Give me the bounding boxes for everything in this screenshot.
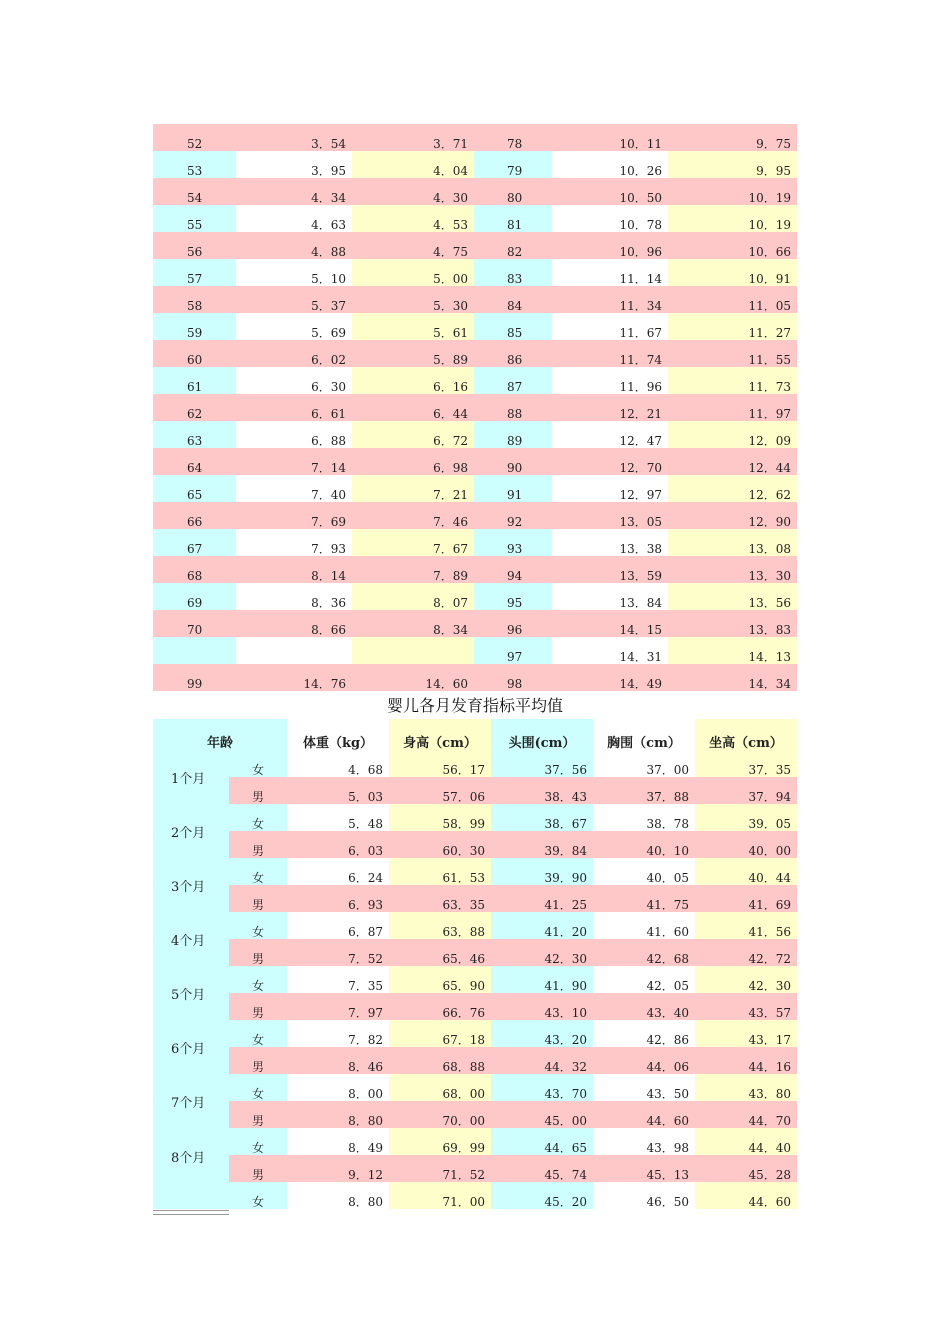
- table-cell: 7．40: [236, 475, 352, 502]
- table-cell: 11．55: [668, 340, 797, 367]
- sex-label: 女: [229, 912, 287, 939]
- table-cell: 11．73: [668, 367, 797, 394]
- table-cell: 41．56: [695, 912, 797, 939]
- table-cell: 42．72: [695, 939, 797, 966]
- table-row: [229, 777, 797, 804]
- sex-label: 女: [229, 966, 287, 993]
- table-cell: 14．31: [552, 637, 668, 664]
- table-cell: 10．78: [552, 205, 668, 232]
- sex-label: 男: [229, 939, 287, 966]
- table-cell: 81: [474, 205, 552, 232]
- header-sitting-height: 坐高（cm）: [695, 719, 797, 750]
- table-cell: 5．30: [352, 286, 474, 313]
- table-cell: 42．68: [593, 939, 695, 966]
- table-cell: 41．69: [695, 885, 797, 912]
- header-chest-circ: 胸围（cm）: [593, 719, 695, 750]
- table-cell: 41．60: [593, 912, 695, 939]
- table-cell: 69: [153, 583, 236, 610]
- table-cell: 7．82: [287, 1020, 389, 1047]
- table-cell: 40．05: [593, 858, 695, 885]
- table-cell: 11．74: [552, 340, 668, 367]
- table-cell: 5．69: [236, 313, 352, 340]
- age-group: [153, 912, 797, 966]
- age-label: 5个月: [153, 966, 229, 1020]
- table-cell: 80: [474, 178, 552, 205]
- table-cell: 40．10: [593, 831, 695, 858]
- table-cell: 69．99: [389, 1128, 491, 1155]
- table-row: [153, 421, 797, 448]
- table-cell: 67．18: [389, 1020, 491, 1047]
- table-cell: 6．44: [352, 394, 474, 421]
- table-cell: 57: [153, 259, 236, 286]
- table-row: [153, 286, 797, 313]
- table-row: [229, 750, 797, 777]
- age-label: 6个月: [153, 1020, 229, 1074]
- monthly-development-table: [153, 719, 797, 1209]
- table-row: [229, 1101, 797, 1128]
- table-cell: [236, 637, 352, 664]
- table-cell: 70．00: [389, 1101, 491, 1128]
- table-cell: 4．04: [352, 151, 474, 178]
- table-row: [229, 912, 797, 939]
- table-cell: 12．97: [552, 475, 668, 502]
- table-cell: 82: [474, 232, 552, 259]
- growth-table-top: [153, 124, 797, 691]
- table-cell: 14．60: [352, 664, 474, 691]
- table-cell: 37．88: [593, 777, 695, 804]
- table-cell: 62: [153, 394, 236, 421]
- table-cell: 45．74: [491, 1155, 593, 1182]
- table-cell: 11．96: [552, 367, 668, 394]
- table-cell: 7．46: [352, 502, 474, 529]
- table-cell: 14．15: [552, 610, 668, 637]
- table-cell: 38．67: [491, 804, 593, 831]
- table-cell: 58．99: [389, 804, 491, 831]
- table-cell: 45．20: [491, 1182, 593, 1209]
- table-cell: 68: [153, 556, 236, 583]
- table-cell: 92: [474, 502, 552, 529]
- table-title: 婴儿各月发育指标平均值: [386, 696, 563, 715]
- table-cell: 7．14: [236, 448, 352, 475]
- table-cell: 43．10: [491, 993, 593, 1020]
- table-cell: 43．70: [491, 1074, 593, 1101]
- table-row: [229, 966, 797, 993]
- age-label: 2个月: [153, 804, 229, 858]
- table-cell: 65: [153, 475, 236, 502]
- table-cell: 10．19: [668, 205, 797, 232]
- footer-double-rule: [153, 1210, 229, 1215]
- table-cell: 4．68: [287, 750, 389, 777]
- table-cell: 7．93: [236, 529, 352, 556]
- table-row: [153, 232, 797, 259]
- table-cell: 95: [474, 583, 552, 610]
- table-cell: 5．89: [352, 340, 474, 367]
- table-cell: 37．00: [593, 750, 695, 777]
- table-cell: 8．34: [352, 610, 474, 637]
- table-cell: 60: [153, 340, 236, 367]
- table-cell: 5．48: [287, 804, 389, 831]
- table-cell: 8．49: [287, 1128, 389, 1155]
- table-cell: 11．34: [552, 286, 668, 313]
- table-cell: 98: [474, 664, 552, 691]
- age-group: [153, 1074, 797, 1128]
- table-cell: 6．16: [352, 367, 474, 394]
- table-cell: 5．37: [236, 286, 352, 313]
- sex-label: 男: [229, 1155, 287, 1182]
- table-cell: 42．05: [593, 966, 695, 993]
- age-label: 4个月: [153, 912, 229, 966]
- table-row: [153, 637, 797, 664]
- table-cell: 54: [153, 178, 236, 205]
- table-cell: 12．44: [668, 448, 797, 475]
- table-cell: 56: [153, 232, 236, 259]
- table-cell: 38．43: [491, 777, 593, 804]
- sex-label: 男: [229, 885, 287, 912]
- table-cell: 39．84: [491, 831, 593, 858]
- table-cell: 44．06: [593, 1047, 695, 1074]
- table-row: [153, 529, 797, 556]
- table-cell: 3．95: [236, 151, 352, 178]
- sex-label: 女: [229, 1128, 287, 1155]
- table-row: [153, 259, 797, 286]
- table-cell: 39．90: [491, 858, 593, 885]
- age-group: [153, 966, 797, 1020]
- table-row: [153, 367, 797, 394]
- table-cell: 8．14: [236, 556, 352, 583]
- table-cell: 3．71: [352, 124, 474, 151]
- table-cell: 37．56: [491, 750, 593, 777]
- table-cell: 10．19: [668, 178, 797, 205]
- table-row: [229, 1182, 797, 1209]
- table-cell: 56．17: [389, 750, 491, 777]
- table-cell: 71．00: [389, 1182, 491, 1209]
- table-cell: 6．02: [236, 340, 352, 367]
- table-cell: 14．76: [236, 664, 352, 691]
- table-row: [153, 475, 797, 502]
- table-row: [229, 939, 797, 966]
- table-cell: 14．49: [552, 664, 668, 691]
- table-row: [229, 831, 797, 858]
- table-cell: 13．56: [668, 583, 797, 610]
- table-cell: 4．88: [236, 232, 352, 259]
- table-cell: 5．00: [352, 259, 474, 286]
- table-cell: 10．26: [552, 151, 668, 178]
- table-cell: 40．44: [695, 858, 797, 885]
- table-cell: 12．09: [668, 421, 797, 448]
- table-cell: 45．13: [593, 1155, 695, 1182]
- table-cell: 8．66: [236, 610, 352, 637]
- table-cell: 44．40: [695, 1128, 797, 1155]
- table-cell: 66．76: [389, 993, 491, 1020]
- sex-label: 男: [229, 1047, 287, 1074]
- table-cell: 67: [153, 529, 236, 556]
- table-row: [229, 1047, 797, 1074]
- table-cell: 84: [474, 286, 552, 313]
- table-cell: 44．60: [593, 1101, 695, 1128]
- sex-label: 男: [229, 831, 287, 858]
- table-cell: 7．52: [287, 939, 389, 966]
- table-cell: 90: [474, 448, 552, 475]
- table-row: [153, 583, 797, 610]
- table-cell: 6．87: [287, 912, 389, 939]
- table-cell: 6．98: [352, 448, 474, 475]
- table-cell: 78: [474, 124, 552, 151]
- header-head-circ: 头围(cm）: [491, 719, 593, 750]
- table-row: [153, 556, 797, 583]
- sex-label: 女: [229, 750, 287, 777]
- table-cell: 11．67: [552, 313, 668, 340]
- table-cell: 8．00: [287, 1074, 389, 1101]
- table-cell: 8．36: [236, 583, 352, 610]
- table-cell: 12．62: [668, 475, 797, 502]
- table-row: [153, 124, 797, 151]
- table-cell: 7．97: [287, 993, 389, 1020]
- table-cell: 83: [474, 259, 552, 286]
- table-cell: 10．11: [552, 124, 668, 151]
- table-cell: 7．69: [236, 502, 352, 529]
- table-cell: 9．12: [287, 1155, 389, 1182]
- table-cell: 44．32: [491, 1047, 593, 1074]
- table-cell: 37．35: [695, 750, 797, 777]
- table-cell: 3．54: [236, 124, 352, 151]
- table-cell: 43．40: [593, 993, 695, 1020]
- age-group: [153, 750, 797, 804]
- table-cell: 45．28: [695, 1155, 797, 1182]
- table-cell: 87: [474, 367, 552, 394]
- table-cell: 6．61: [236, 394, 352, 421]
- table-cell: 8．80: [287, 1101, 389, 1128]
- table-cell: 4．34: [236, 178, 352, 205]
- table-cell: 52: [153, 124, 236, 151]
- table-cell: 12．21: [552, 394, 668, 421]
- table-cell: 59: [153, 313, 236, 340]
- table-cell: 43．50: [593, 1074, 695, 1101]
- table-cell: 43．80: [695, 1074, 797, 1101]
- age-label: 8个月: [153, 1128, 229, 1209]
- sex-label: 女: [229, 1020, 287, 1047]
- table-cell: [352, 637, 474, 664]
- table-cell: 58: [153, 286, 236, 313]
- table-cell: 12．47: [552, 421, 668, 448]
- table-cell: 8．07: [352, 583, 474, 610]
- table-cell: 13．05: [552, 502, 668, 529]
- table-cell: 9．75: [668, 124, 797, 151]
- table-cell: 11．97: [668, 394, 797, 421]
- table-cell: 13．38: [552, 529, 668, 556]
- table-cell: 39．05: [695, 804, 797, 831]
- table-cell: 43．57: [695, 993, 797, 1020]
- table-cell: 12．90: [668, 502, 797, 529]
- table-row: [153, 340, 797, 367]
- table-row: [153, 664, 797, 691]
- header-height: 身高（cm）: [389, 719, 491, 750]
- sex-label: 男: [229, 1101, 287, 1128]
- table-cell: 61: [153, 367, 236, 394]
- table-cell: 60．30: [389, 831, 491, 858]
- table-cell: 45．00: [491, 1101, 593, 1128]
- table-cell: 68．00: [389, 1074, 491, 1101]
- table-cell: 12．70: [552, 448, 668, 475]
- table-row: [153, 151, 797, 178]
- table-cell: 55: [153, 205, 236, 232]
- table-cell: 13．84: [552, 583, 668, 610]
- table-cell: 96: [474, 610, 552, 637]
- table-cell: 5．10: [236, 259, 352, 286]
- table-header-row: [153, 719, 797, 750]
- table-cell: 65．90: [389, 966, 491, 993]
- sex-label: 女: [229, 1074, 287, 1101]
- table-row: [153, 313, 797, 340]
- header-age: 年龄: [153, 719, 287, 750]
- table-row: [229, 993, 797, 1020]
- table-cell: 38．78: [593, 804, 695, 831]
- table-cell: 10．91: [668, 259, 797, 286]
- table-cell: 40．00: [695, 831, 797, 858]
- table-cell: 43．20: [491, 1020, 593, 1047]
- table-cell: 63．35: [389, 885, 491, 912]
- table-cell: 57．06: [389, 777, 491, 804]
- table-cell: 8．46: [287, 1047, 389, 1074]
- sex-label: 女: [229, 858, 287, 885]
- table-cell: 41．90: [491, 966, 593, 993]
- table-cell: 41．25: [491, 885, 593, 912]
- table-row: [229, 885, 797, 912]
- table-cell: 10．66: [668, 232, 797, 259]
- table-cell: 4．53: [352, 205, 474, 232]
- table-cell: 86: [474, 340, 552, 367]
- table-cell: 6．88: [236, 421, 352, 448]
- table-row: [153, 502, 797, 529]
- table-cell: 44．60: [695, 1182, 797, 1209]
- table-cell: 64: [153, 448, 236, 475]
- table-cell: 41．20: [491, 912, 593, 939]
- table-cell: 99: [153, 664, 236, 691]
- table-cell: 13．83: [668, 610, 797, 637]
- table-row: [229, 804, 797, 831]
- table-cell: 4．30: [352, 178, 474, 205]
- table-row: [153, 448, 797, 475]
- table-cell: 44．16: [695, 1047, 797, 1074]
- table-cell: 94: [474, 556, 552, 583]
- age-group: [153, 858, 797, 912]
- table-cell: 71．52: [389, 1155, 491, 1182]
- table-row: [229, 858, 797, 885]
- sex-label: 女: [229, 1182, 287, 1209]
- header-weight: 体重（kg）: [287, 719, 389, 750]
- table-cell: 5．61: [352, 313, 474, 340]
- table-cell: 37．94: [695, 777, 797, 804]
- table-row: [153, 178, 797, 205]
- age-group: [153, 1128, 797, 1209]
- table-cell: 66: [153, 502, 236, 529]
- table-row: [229, 1074, 797, 1101]
- table-cell: 14．13: [668, 637, 797, 664]
- table-cell: 5．03: [287, 777, 389, 804]
- table-cell: 9．95: [668, 151, 797, 178]
- age-group: [153, 804, 797, 858]
- table-row: [229, 1155, 797, 1182]
- table-cell: 4．63: [236, 205, 352, 232]
- table-cell: 53: [153, 151, 236, 178]
- sex-label: 男: [229, 777, 287, 804]
- table-cell: 88: [474, 394, 552, 421]
- table-cell: 97: [474, 637, 552, 664]
- table-cell: 44．65: [491, 1128, 593, 1155]
- table-cell: 63．88: [389, 912, 491, 939]
- table-cell: 42．30: [695, 966, 797, 993]
- table-cell: 7．21: [352, 475, 474, 502]
- table-cell: 70: [153, 610, 236, 637]
- table-cell: 10．50: [552, 178, 668, 205]
- table-cell: 6．30: [236, 367, 352, 394]
- table-cell: 6．93: [287, 885, 389, 912]
- table-row: [229, 1020, 797, 1047]
- table-cell: 13．08: [668, 529, 797, 556]
- table-cell: 46．50: [593, 1182, 695, 1209]
- table-cell: 79: [474, 151, 552, 178]
- table-cell: 85: [474, 313, 552, 340]
- table-cell: 11．27: [668, 313, 797, 340]
- table-cell: 7．35: [287, 966, 389, 993]
- table-row: [153, 610, 797, 637]
- table-cell: 43．17: [695, 1020, 797, 1047]
- table-cell: 13．30: [668, 556, 797, 583]
- sex-label: 女: [229, 804, 287, 831]
- age-group: [153, 1020, 797, 1074]
- table-cell: 68．88: [389, 1047, 491, 1074]
- table-row: [153, 394, 797, 421]
- table-row: [153, 205, 797, 232]
- table-cell: 6．03: [287, 831, 389, 858]
- table-cell: 13．59: [552, 556, 668, 583]
- table-cell: 65．46: [389, 939, 491, 966]
- table-cell: 42．86: [593, 1020, 695, 1047]
- table-cell: 4．75: [352, 232, 474, 259]
- table-cell: 63: [153, 421, 236, 448]
- table-cell: 89: [474, 421, 552, 448]
- table-cell: 10．96: [552, 232, 668, 259]
- table-cell: 41．75: [593, 885, 695, 912]
- age-label: 1个月: [153, 750, 229, 804]
- sex-label: 男: [229, 993, 287, 1020]
- table-cell: 14．34: [668, 664, 797, 691]
- table-cell: 91: [474, 475, 552, 502]
- table-cell: 42．30: [491, 939, 593, 966]
- table-cell: 7．67: [352, 529, 474, 556]
- table-cell: 11．05: [668, 286, 797, 313]
- table-cell: 93: [474, 529, 552, 556]
- table-cell: [153, 637, 236, 664]
- table-cell: 11．14: [552, 259, 668, 286]
- table-cell: 43．98: [593, 1128, 695, 1155]
- table-cell: 7．89: [352, 556, 474, 583]
- table-cell: 8．80: [287, 1182, 389, 1209]
- age-label: 3个月: [153, 858, 229, 912]
- table-row: [229, 1128, 797, 1155]
- table-cell: 6．72: [352, 421, 474, 448]
- age-label: 7个月: [153, 1074, 229, 1128]
- table-cell: 61．53: [389, 858, 491, 885]
- table-cell: 6．24: [287, 858, 389, 885]
- table-cell: 44．70: [695, 1101, 797, 1128]
